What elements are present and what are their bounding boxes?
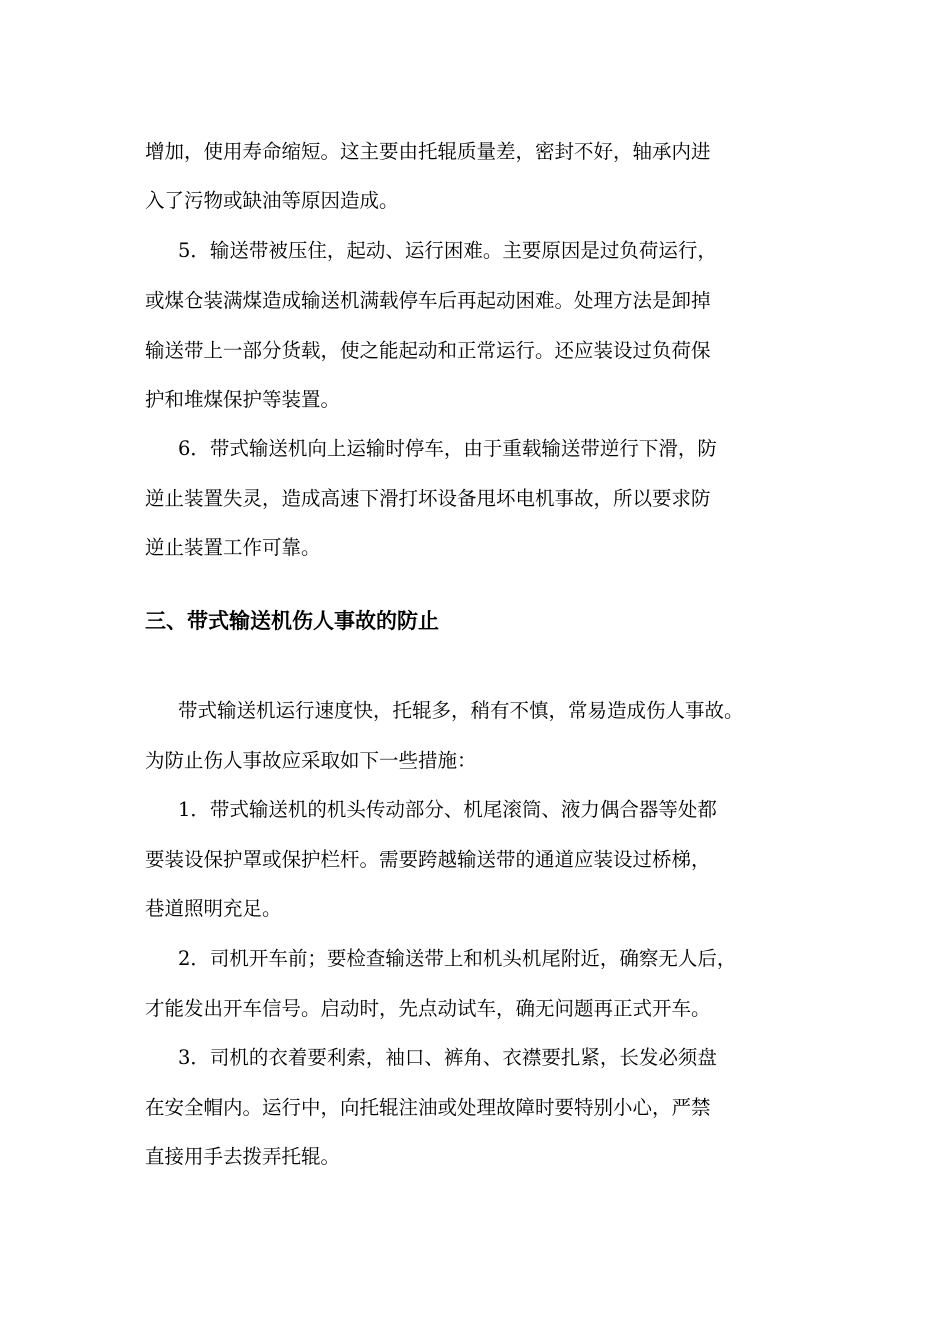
paragraph-line: 增加，使用寿命缩短。这主要由托辊质量差，密封不好，轴承内进 — [145, 140, 711, 163]
paragraph-line: 在安全帽内。运行中，向托辊注油或处理故障时要特别小心，严禁 — [145, 1096, 711, 1119]
paragraph-line: 1．带式输送机的机头传动部分、机尾滚筒、液力偶合器等处都 — [178, 798, 717, 821]
paragraph-line: 巷道照明充足。 — [145, 897, 282, 920]
paragraph-line: 护和堆煤保护等装置。 — [145, 388, 341, 411]
paragraph-line: 直接用手去拨弄托辊。 — [145, 1145, 341, 1168]
paragraph-line: 逆止装置工作可靠。 — [145, 536, 321, 559]
paragraph-line: 2．司机开车前；要检查输送带上和机头机尾附近，确察无人后， — [178, 947, 737, 970]
section-heading: 三、带式输送机伤人事故的防止 — [145, 609, 439, 633]
paragraph-line: 5．输送带被压住，起动、运行困难。主要原因是过负荷运行， — [178, 239, 717, 262]
paragraph-line: 为防止伤人事故应采取如下一些措施： — [145, 749, 477, 772]
paragraph-line: 带式输送机运行速度快，托辊多，稍有不慎，常易造成伤人事故。 — [178, 699, 744, 722]
paragraph-line: 要装设保护罩或保护栏杆。需要跨越输送带的通道应装设过桥梯， — [145, 848, 711, 871]
paragraph-line: 输送带上一部分货载，使之能起动和正常运行。还应装设过负荷保 — [145, 339, 711, 362]
paragraph-line: 入了污物或缺油等原因造成。 — [145, 189, 399, 212]
paragraph-line: 3．司机的衣着要利索，袖口、裤角、衣襟要扎紧，长发必须盘 — [178, 1046, 717, 1069]
paragraph-line: 才能发出开车信号。启动时，先点动试车，确无问题再正式开车。 — [145, 997, 711, 1020]
paragraph-line: 6．带式输送机向上运输时停车，由于重载输送带逆行下滑，防 — [178, 437, 717, 460]
paragraph-line: 或煤仓装满煤造成输送机满载停车后再起动困难。处理方法是卸掉 — [145, 289, 711, 312]
paragraph-line: 逆止装置失灵，造成高速下滑打坏设备甩坏电机事故，所以要求防 — [145, 487, 711, 510]
